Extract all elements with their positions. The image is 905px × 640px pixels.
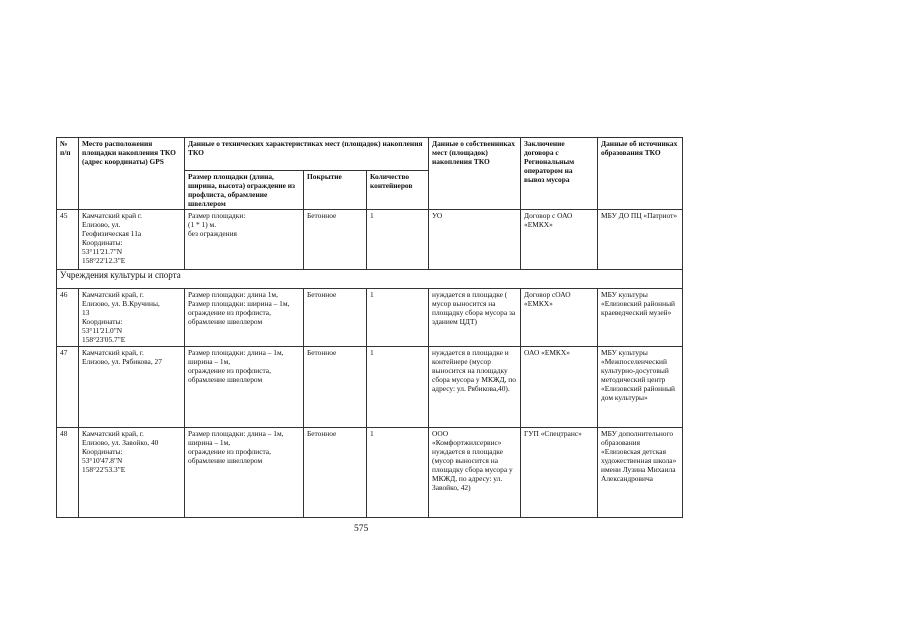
cell-cover: Бетонное <box>304 428 367 518</box>
section-row <box>57 270 683 289</box>
cell-cover: Бетонное <box>304 289 367 347</box>
cell-cover: Бетонное <box>304 210 367 270</box>
cell-no: 47 <box>57 347 79 428</box>
table-header <box>57 138 683 210</box>
cell-location: Камчатский край, г. Елизово, ул. Завойко, 40 Координаты: 53°10'47.8"N 158°22'53.3"E <box>79 428 185 518</box>
header-size: Размер площадки (длина, ширина, высота) ограждение из профлиста, обрамление швеллером <box>185 171 304 210</box>
cell-size: Размер площадки: длина – 1м, ширина – 1м, ограждение из профлиста, обрамление швеллером <box>185 428 304 518</box>
cell-contract: ОАО «ЕМКХ» <box>521 347 598 428</box>
cell-owners: нуждается в площадке ( мусор выносится на площадку сбора мусора за зданием ЦДТ) <box>429 289 521 347</box>
cell-no: 48 <box>57 428 79 518</box>
cell-contract: Договор сОАО «ЕМКХ» <box>521 289 598 347</box>
cell-contract: ГУП «Спецтранс» <box>521 428 598 518</box>
cell-containers: 1 <box>367 210 429 270</box>
cell-containers: 1 <box>367 347 429 428</box>
cell-owners: ООО «Комфортжилсервис» нуждается в площадке (мусор выносится на площадку сбора мусора у МКЖД, по адресу: ул. Завойко, 42) <box>429 428 521 518</box>
page-number: 575 <box>354 524 369 534</box>
cell-location: Камчатский край, г. Елизово, ул. Рябикова, 27 <box>79 347 185 428</box>
header-cover: Покрытие <box>304 171 367 210</box>
cell-owners: нуждается в площадке и контейнере (мусор выносится на площадку сбора мусора у МКЖД, по адресу: ул. Рябикова,40). <box>429 347 521 428</box>
header-containers: Количество контейнеров <box>367 171 429 210</box>
cell-size: Размер площадки: длина – 1м, ширина – 1м, ограждение из профлиста, обрамление швеллером <box>185 347 304 428</box>
table-row <box>57 428 683 518</box>
header-owners: Данные о собственниках мест (площадок) накопления ТКО <box>429 138 521 210</box>
header-location: Место расположения площадки накопления ТКО (адрес координаты) GPS <box>79 138 185 210</box>
cell-no: 45 <box>57 210 79 270</box>
cell-contract: Договор с ОАО «ЕМКХ» <box>521 210 598 270</box>
cell-location: Камчатский край, г. Елизово, ул. В.Кручины, 13 Координаты: 53°11'21.0"N 158°23'05.7"E <box>79 289 185 347</box>
table-row <box>57 289 683 347</box>
header-no: № п/п <box>57 138 79 210</box>
cell-sources: МБУ дополнительного образования «Елизовская детская художественная школа» имени Лузина Михаила Александровича <box>598 428 683 518</box>
cell-sources: МБУ ДО ПЦ «Патриот» <box>598 210 683 270</box>
cell-no: 46 <box>57 289 79 347</box>
tko-registry-table <box>56 137 683 518</box>
cell-location: Камчатский край г. Елизово, ул. Геофизическая 11а Координаты: 53°11'21.7"N 158°22'12.3"E <box>79 210 185 270</box>
cell-sources: МБУ культуры «Межпоселенческий культурно-досуговый методический центр «Елизовский районный дом культуры» <box>598 347 683 428</box>
header-tech-group: Данные о технических характеристиках мест (площадок) накопления ТКО <box>185 138 429 171</box>
table-row <box>57 347 683 428</box>
section-title: Учреждения культуры и спорта <box>57 270 683 289</box>
cell-sources: МБУ культуры «Елизовский районный краеведческий музей» <box>598 289 683 347</box>
cell-cover: Бетонное <box>304 347 367 428</box>
header-sources: Данные об источниках образования ТКО <box>598 138 683 210</box>
cell-containers: 1 <box>367 289 429 347</box>
cell-owners: УО <box>429 210 521 270</box>
header-contract: Заключение договора с Региональным оператором на вывоз мусора <box>521 138 598 210</box>
table-row <box>57 210 683 270</box>
cell-size: Размер площадки: длина 1м, Размер площадки: ширина – 1м, ограждение из профлиста, обрамление швеллером <box>185 289 304 347</box>
cell-containers: 1 <box>367 428 429 518</box>
cell-size: Размер площадки: (1 * 1) м. без ограждения <box>185 210 304 270</box>
